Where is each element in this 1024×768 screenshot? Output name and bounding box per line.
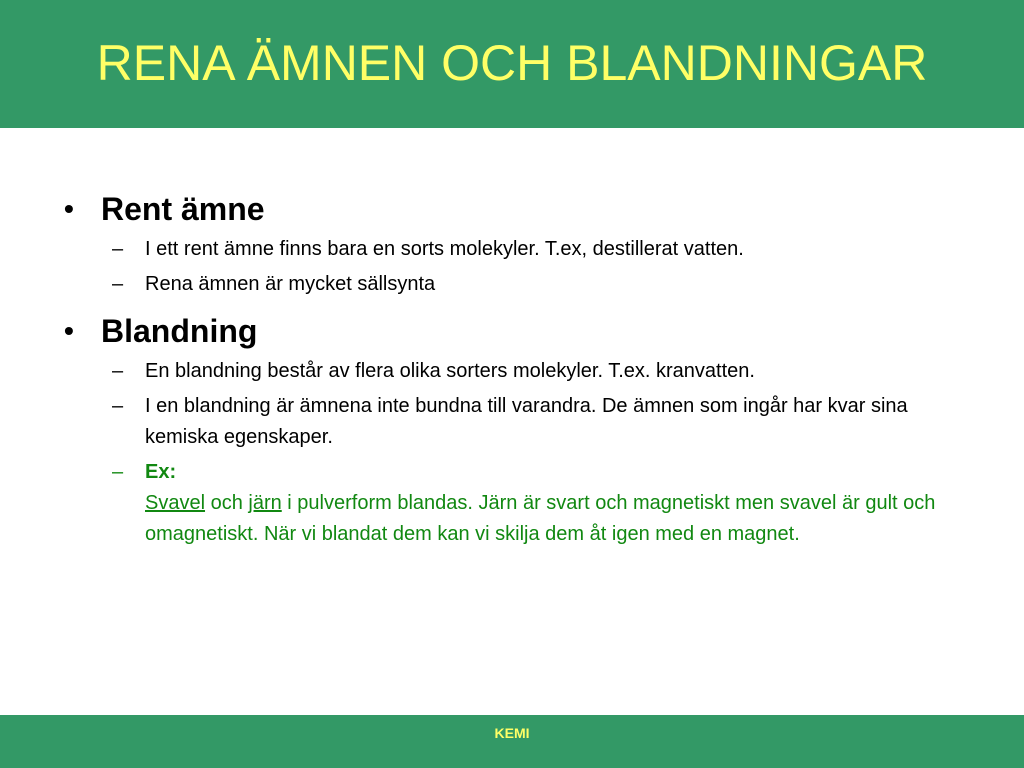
bullet-icon: • bbox=[64, 193, 74, 224]
heading-blandning: Blandning bbox=[101, 313, 258, 349]
sub-item-text: I en blandning är ämnena inte bundna till varandra. De ämnen som ingår har kvar sina kemiska egenskaper. bbox=[145, 395, 908, 448]
example-label: Ex: bbox=[145, 461, 177, 483]
dash-icon: – bbox=[112, 360, 124, 382]
dash-icon: – bbox=[112, 273, 124, 295]
slide-title: RENA ÄMNEN OCH BLANDNINGAR bbox=[96, 35, 928, 91]
sub-item-text: En blandning består av flera olika sorters molekyler. T.ex. kranvatten. bbox=[145, 360, 755, 382]
example-word-svavel: Svavel bbox=[145, 492, 206, 514]
sub-item bbox=[64, 269, 964, 300]
bullet-rent-amne bbox=[64, 188, 964, 230]
bullet-blandning bbox=[64, 310, 964, 352]
example-conjunction: och bbox=[205, 492, 249, 514]
example-item bbox=[64, 457, 964, 550]
slide-content bbox=[64, 188, 964, 550]
example-word-jarn: järn bbox=[248, 492, 282, 514]
sub-item bbox=[64, 391, 964, 453]
sub-item-text: I ett rent ämne finns bara en sorts molekyler. T.ex, destillerat vatten. bbox=[145, 238, 744, 260]
slide-footer bbox=[0, 715, 1024, 768]
sub-item bbox=[64, 356, 964, 387]
dash-icon: – bbox=[112, 238, 124, 260]
footer-label: KEMI bbox=[494, 725, 530, 741]
dash-icon: – bbox=[112, 395, 124, 417]
heading-rent-amne: Rent ämne bbox=[101, 191, 265, 227]
example-text: i pulverform blandas. Järn är svart och magnetiskt men svavel är gult och omagnetiskt. När vi blandat dem kan vi skilja dem åt igen med en magnet. bbox=[145, 492, 936, 545]
dash-icon: – bbox=[112, 461, 124, 483]
slide-header bbox=[0, 0, 1024, 128]
sub-item-text: Rena ämnen är mycket sällsynta bbox=[145, 273, 436, 295]
bullet-icon: • bbox=[64, 315, 74, 346]
sub-item bbox=[64, 234, 964, 265]
